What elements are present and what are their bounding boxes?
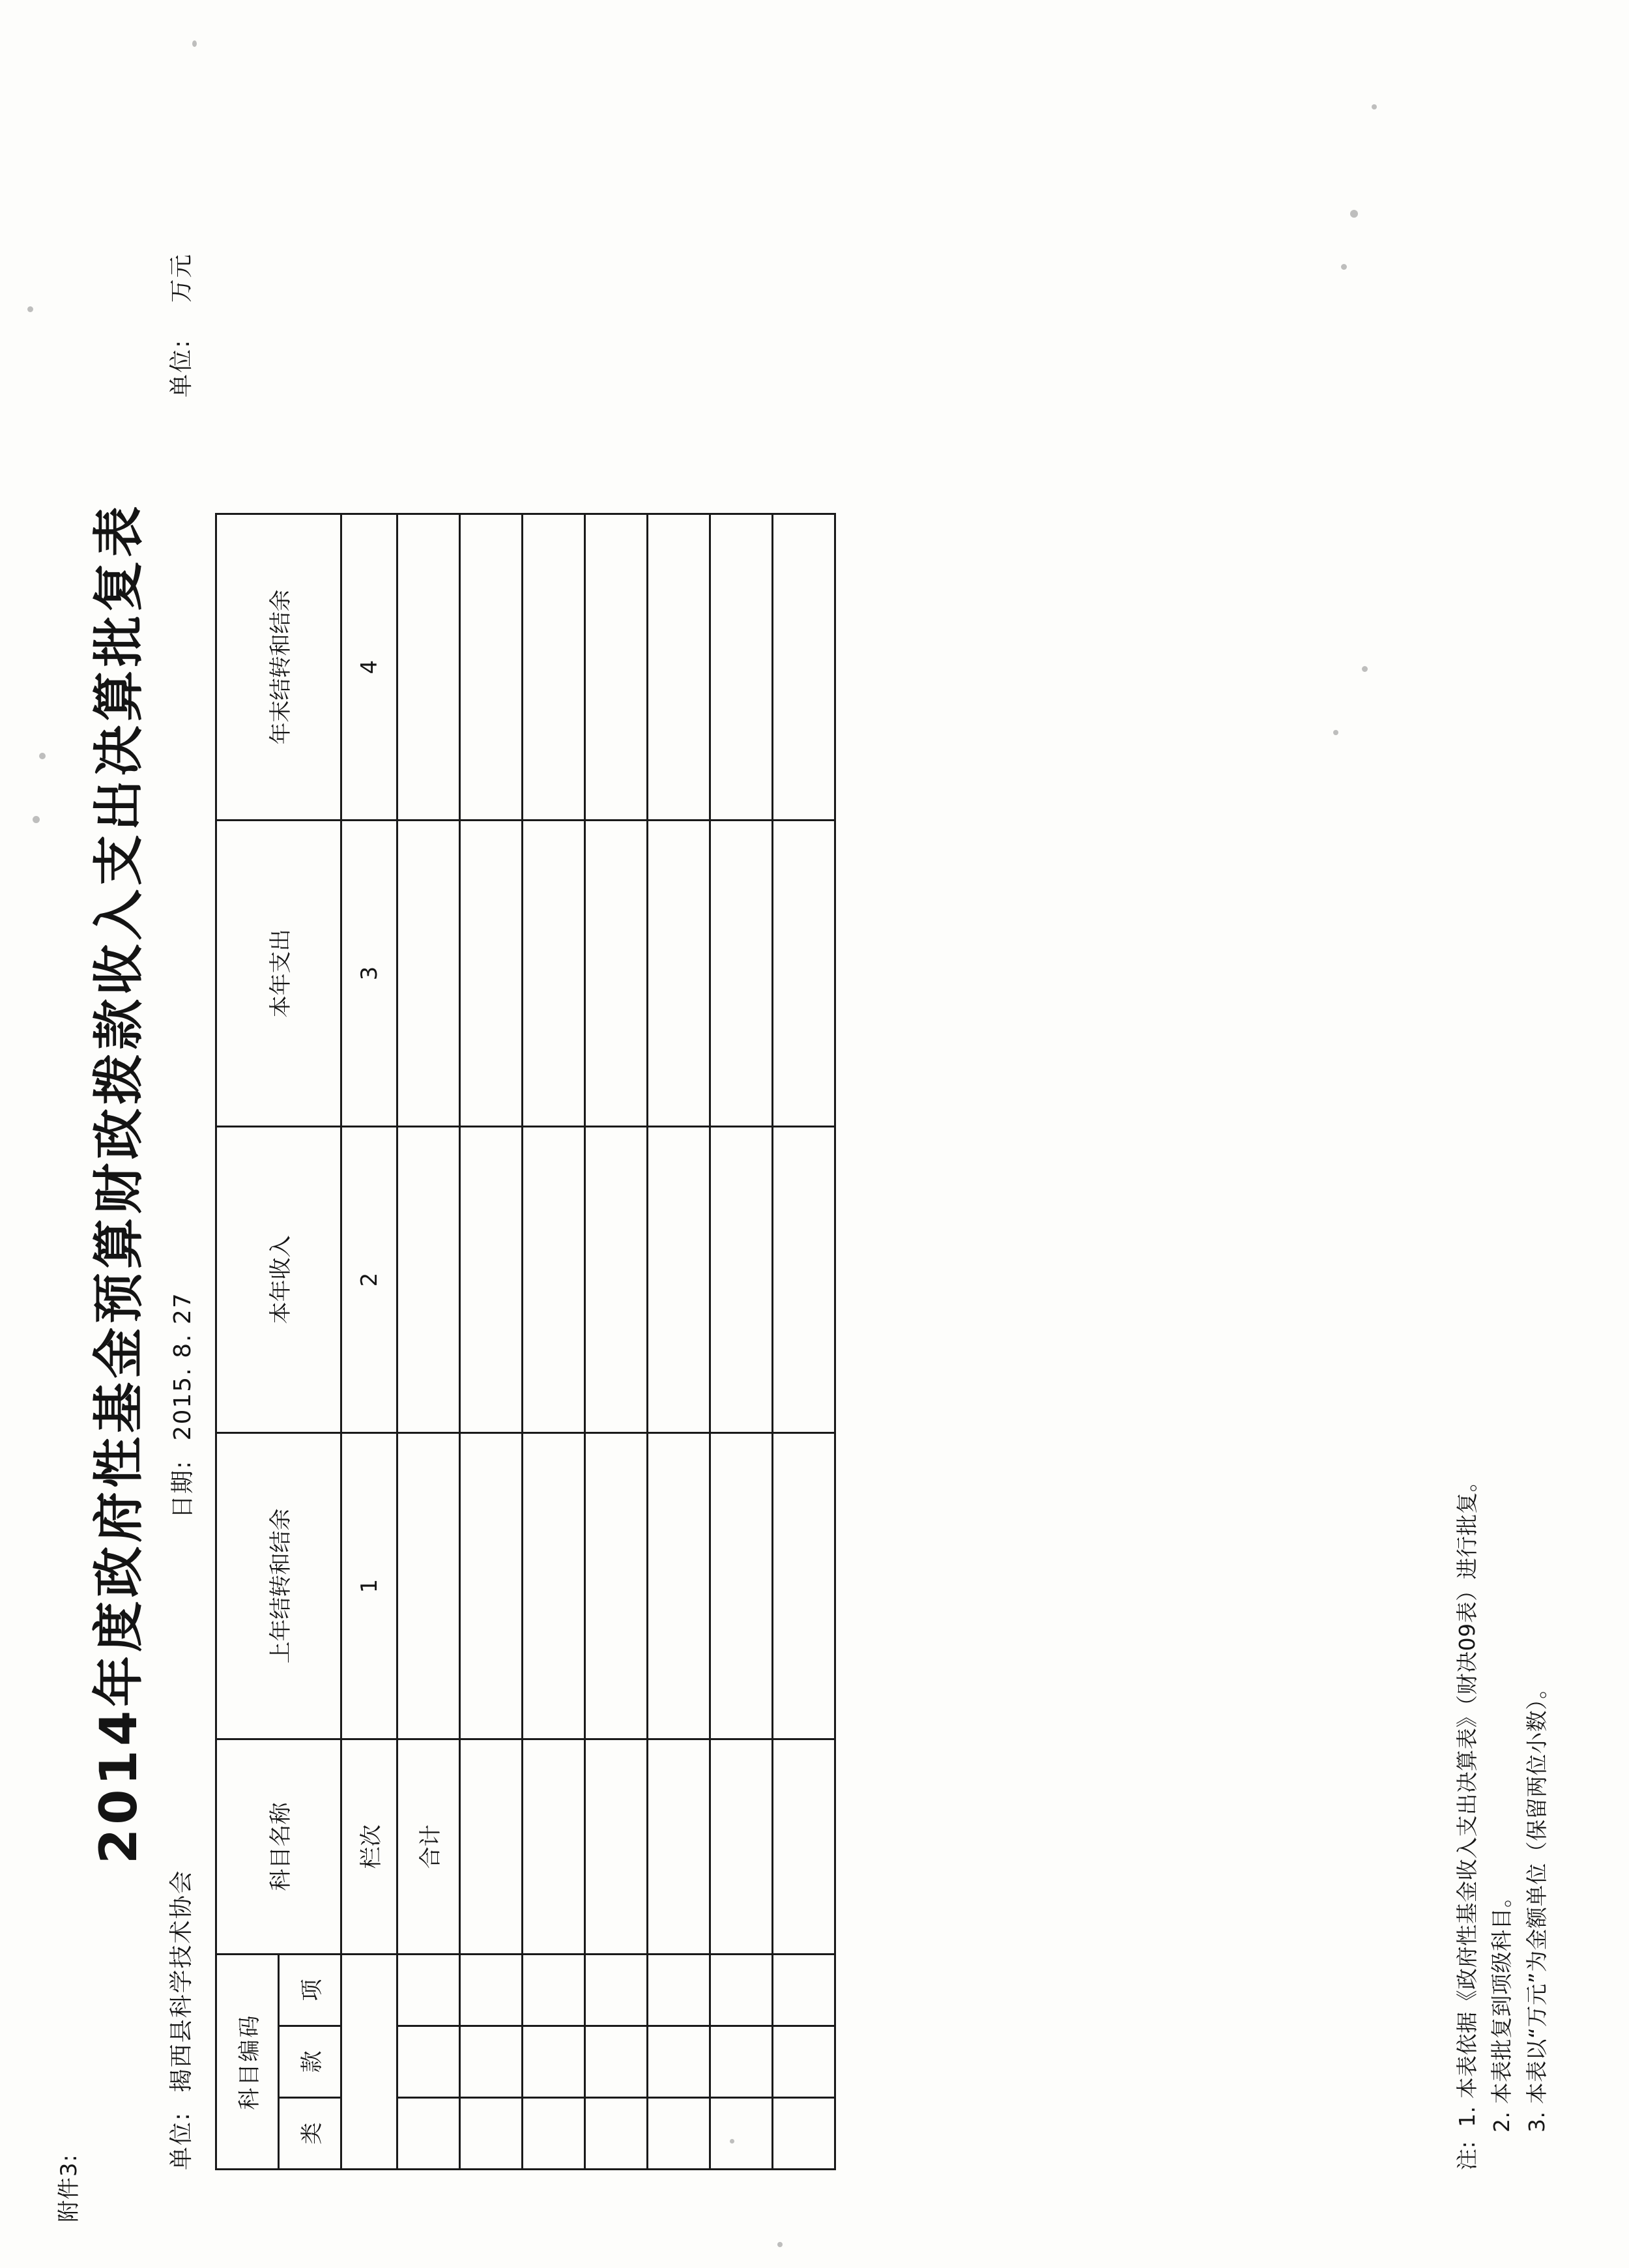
- cell-xiang: [585, 1955, 648, 2026]
- attachment-label: 附件3:: [56, 2153, 82, 2222]
- cell-lei: [460, 2098, 523, 2170]
- cell-value-4: [648, 514, 710, 821]
- total-kuan: [397, 2026, 460, 2098]
- footnote-lead: 注:: [1454, 2140, 1480, 2170]
- header-code-kuan: 款: [279, 2026, 341, 2098]
- footnote-row: [1450, 1470, 1484, 2170]
- organization-value: 揭西县科学技术协会: [168, 1869, 195, 2093]
- column-number-2: 2: [341, 1127, 397, 1433]
- cell-name: [460, 1739, 523, 1955]
- cell-xiang: [710, 1955, 773, 2026]
- cell-value-3: [773, 821, 835, 1127]
- table-total-row: [397, 514, 460, 2170]
- cell-value-1: [710, 1433, 773, 1739]
- cell-name: [523, 1739, 585, 1955]
- header-col-current-expense: 本年支出: [216, 821, 341, 1127]
- cell-value-2: [585, 1127, 648, 1433]
- cell-kuan: [523, 2026, 585, 2098]
- total-xiang: [397, 1955, 460, 2026]
- cell-kuan: [460, 2026, 523, 2098]
- cell-value-1: [523, 1433, 585, 1739]
- total-label: 合计: [397, 1739, 460, 1955]
- table-row: [523, 514, 585, 2170]
- total-value-3: [397, 821, 460, 1127]
- header-code-xiang: 项: [279, 1955, 341, 2026]
- page-title: 2014年度政府性基金预算财政拨款收入支出决算批复表: [90, 502, 149, 1864]
- total-value-2: [397, 1127, 460, 1433]
- total-value-4: [397, 514, 460, 821]
- footnote-item-2: 2. 本表批复到项级科目。: [1489, 1885, 1515, 2132]
- cell-value-3: [523, 821, 585, 1127]
- cell-kuan: [773, 2026, 835, 2098]
- cell-kuan: [585, 2026, 648, 2098]
- header-col-current-income: 本年收入: [216, 1127, 341, 1433]
- cell-value-1: [773, 1433, 835, 1739]
- unit-measure-value: 万元: [168, 253, 195, 303]
- unit-of-measure-line: [163, 253, 196, 398]
- organization-line: [163, 1869, 196, 2170]
- cell-value-4: [523, 514, 585, 821]
- organization-label: 单位:: [168, 2111, 195, 2170]
- table-row: [710, 514, 773, 2170]
- total-value-1: [397, 1433, 460, 1739]
- header-code-lei: 类: [279, 2098, 341, 2170]
- cell-lei: [585, 2098, 648, 2170]
- column-number-3: 3: [341, 821, 397, 1127]
- budget-table: [215, 513, 836, 2170]
- date-value: 2015. 8. 27: [169, 1292, 196, 1441]
- table-row: [773, 514, 835, 2170]
- header-code-group: 科目编码: [216, 1955, 279, 2170]
- unit-measure-label: 单位:: [168, 338, 195, 398]
- footnotes: [1450, 1470, 1554, 2170]
- cell-value-1: [648, 1433, 710, 1739]
- cell-value-4: [773, 514, 835, 821]
- cell-value-1: [585, 1433, 648, 1739]
- cell-lei: [773, 2098, 835, 2170]
- cell-value-2: [773, 1127, 835, 1433]
- cell-kuan: [648, 2026, 710, 2098]
- table-header-row: [216, 514, 279, 2170]
- cell-name: [585, 1739, 648, 1955]
- cell-lei: [648, 2098, 710, 2170]
- cell-value-3: [648, 821, 710, 1127]
- cell-xiang: [773, 1955, 835, 2026]
- footnote-item-1: 1. 本表依据《政府性基金收入支出决算表》（财决09表）进行批复。: [1454, 1470, 1480, 2127]
- cell-value-2: [710, 1127, 773, 1433]
- cell-xiang: [648, 1955, 710, 2026]
- cell-value-3: [460, 821, 523, 1127]
- cell-value-2: [523, 1127, 585, 1433]
- colnum-blank: [341, 1955, 397, 2170]
- cell-name: [773, 1739, 835, 1955]
- cell-kuan: [710, 2026, 773, 2098]
- cell-value-4: [710, 514, 773, 821]
- header-subject-name: 科目名称: [216, 1739, 341, 1955]
- cell-value-1: [460, 1433, 523, 1739]
- date-line: [164, 1292, 197, 1519]
- table-row: [460, 514, 523, 2170]
- cell-value-3: [585, 821, 648, 1127]
- column-number-label: 栏次: [341, 1739, 397, 1955]
- cell-xiang: [460, 1955, 523, 2026]
- header-col-prev-carryover: 上年结转和结余: [216, 1433, 341, 1739]
- column-number-4: 4: [341, 514, 397, 821]
- footnote-row: [1520, 1470, 1554, 2170]
- cell-lei: [710, 2098, 773, 2170]
- cell-value-4: [460, 514, 523, 821]
- cell-name: [648, 1739, 710, 1955]
- footnote-item-3: 3. 本表以“万元”为金额单位（保留两位小数）。: [1523, 1677, 1550, 2132]
- footnote-row: [1484, 1470, 1519, 2170]
- date-label: 日期:: [169, 1459, 196, 1519]
- cell-name: [710, 1739, 773, 1955]
- cell-value-3: [710, 821, 773, 1127]
- cell-value-2: [648, 1127, 710, 1433]
- cell-xiang: [523, 1955, 585, 2026]
- cell-value-4: [585, 514, 648, 821]
- cell-value-2: [460, 1127, 523, 1433]
- table-row: [585, 514, 648, 2170]
- header-col-year-end-carryover: 年末结转和结余: [216, 514, 341, 821]
- column-number-row: [341, 514, 397, 2170]
- table-row: [648, 514, 710, 2170]
- total-lei: [397, 2098, 460, 2170]
- cell-lei: [523, 2098, 585, 2170]
- column-number-1: 1: [341, 1433, 397, 1739]
